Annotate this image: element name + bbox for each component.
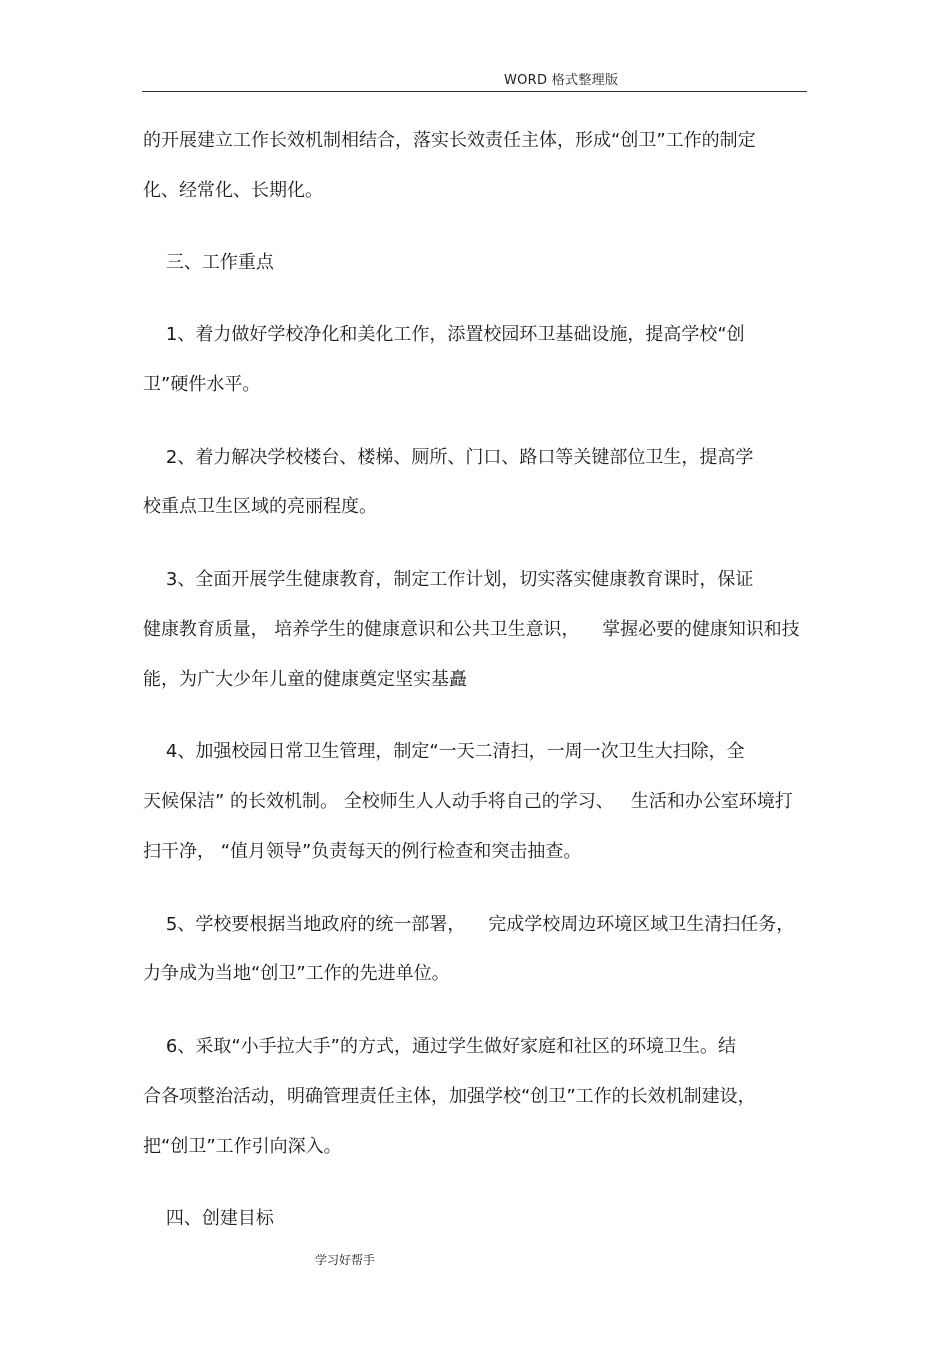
body-line: 扫干净， “值月领导”负责每天的例行检查和突击抽查。 — [143, 841, 582, 862]
body-line: 校重点卫生区域的亮丽程度。 — [143, 496, 377, 517]
body-line: 6、采取“小手拉大手”的方式，通过学生做好家庭和社区的环境卫生。结 — [143, 1036, 736, 1057]
body-line: 化、经常化、长期化。 — [143, 180, 323, 201]
body-line: 的开展建立工作长效机制相结合，落实长效责任主体，形成“创卫”工作的制定 — [143, 130, 756, 151]
body-line: 能，为广大少年儿童的健康奠定坚实基矗 — [143, 669, 467, 690]
body-line: 卫”硬件水平。 — [143, 374, 261, 395]
body-line: 5、学校要根据当地政府的统一部署， 完成学校周边环境区域卫生清扫任务， — [143, 914, 795, 935]
body-line: 健康教育质量， 培养学生的健康意识和公共卫生意识， 掌握必要的健康知识和技 — [143, 619, 800, 640]
body-line: 2、着力解决学校楼台、楼梯、厕所、门口、路口等关键部位卫生，提高学 — [143, 447, 754, 468]
body-line: 1、着力做好学校净化和美化工作，添置校园环卫基础设施，提高学校“创 — [143, 324, 745, 345]
header-divider — [142, 91, 807, 92]
body-line: 天候保洁” 的长效机制。 全校师生人人动手将自己的学习、 生活和办公室环境打 — [143, 791, 793, 812]
page-header-title: WORD 格式整理版 — [504, 73, 619, 88]
page-footer-text: 学习好帮手 — [315, 1253, 376, 1267]
body-line: 3、全面开展学生健康教育，制定工作计划，切实落实健康教育课时，保证 — [143, 569, 754, 590]
body-line: 4、加强校园日常卫生管理，制定“一天二清扫，一周一次卫生大扫除，全 — [143, 741, 745, 762]
section-heading: 四、创建目标 — [143, 1208, 274, 1229]
body-line: 合各项整治活动，明确管理责任主体，加强学校“创卫”工作的长效机制建设， — [143, 1086, 756, 1107]
section-heading: 三、工作重点 — [143, 252, 274, 273]
body-line: 力争成为当地“创卫”工作的先进单位。 — [143, 963, 450, 984]
body-line: 把“创卫”工作引向深入。 — [143, 1136, 342, 1157]
